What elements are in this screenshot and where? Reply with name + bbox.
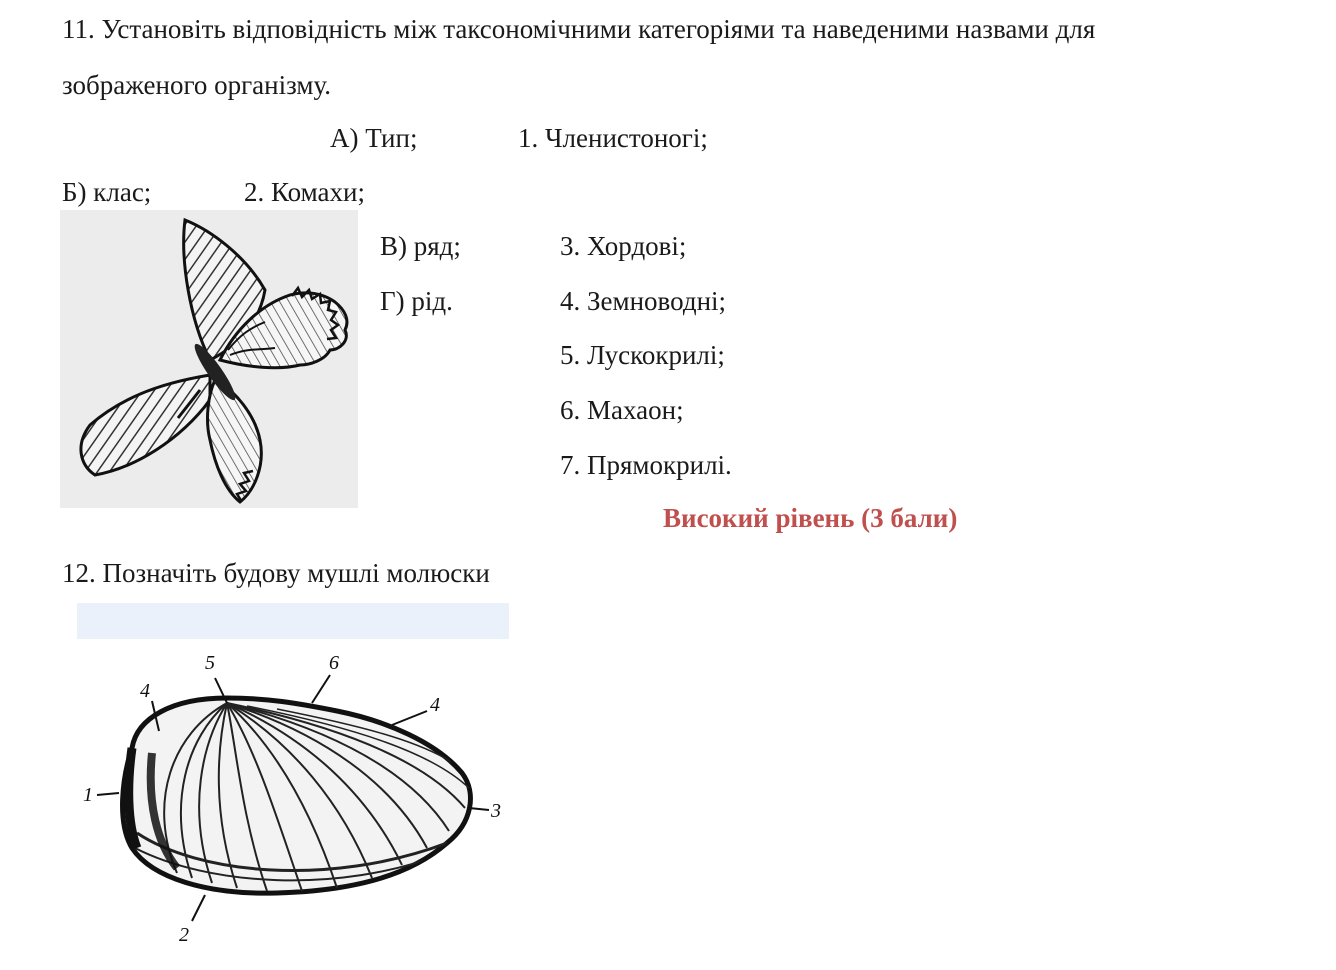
shell-label-5: 5 bbox=[205, 652, 215, 674]
option-4: 4. Земноводні; bbox=[560, 286, 727, 316]
category-c: В) ряд; bbox=[380, 231, 461, 261]
option-2: 2. Комахи; bbox=[244, 177, 365, 207]
option-1: 1. Членистоногі; bbox=[518, 123, 708, 153]
shell-label-3: 3 bbox=[491, 800, 501, 822]
shell-drawing bbox=[77, 603, 509, 965]
level-heading: Високий рівень (3 бали) bbox=[663, 503, 958, 533]
question-11-text-line-2: зображеного організму. bbox=[62, 70, 332, 100]
shell-label-2: 2 bbox=[179, 924, 189, 946]
shell-label-4-left: 4 bbox=[140, 680, 150, 702]
question-12-text: 12. Позначіть будову мушлі молюски bbox=[62, 558, 490, 588]
category-d: Г) рід. bbox=[380, 286, 453, 316]
question-11-text-line-1: 11. Установіть відповідність між таксономічними категоріями та наведеними назвами для bbox=[62, 14, 1096, 44]
shell-label-1: 1 bbox=[83, 784, 93, 806]
option-3: 3. Хордові; bbox=[560, 231, 687, 261]
option-7: 7. Прямокрилі. bbox=[560, 450, 732, 480]
category-b: Б) клас; bbox=[62, 177, 152, 207]
butterfly-illustration bbox=[60, 210, 358, 508]
shell-label-6: 6 bbox=[329, 652, 339, 674]
category-a: А) Тип; bbox=[330, 123, 418, 153]
mollusk-shell-illustration bbox=[77, 603, 509, 965]
option-5: 5. Лускокрилі; bbox=[560, 340, 725, 370]
butterfly-drawing bbox=[60, 210, 358, 508]
option-6: 6. Махаон; bbox=[560, 395, 684, 425]
shell-label-4-right: 4 bbox=[430, 694, 440, 716]
